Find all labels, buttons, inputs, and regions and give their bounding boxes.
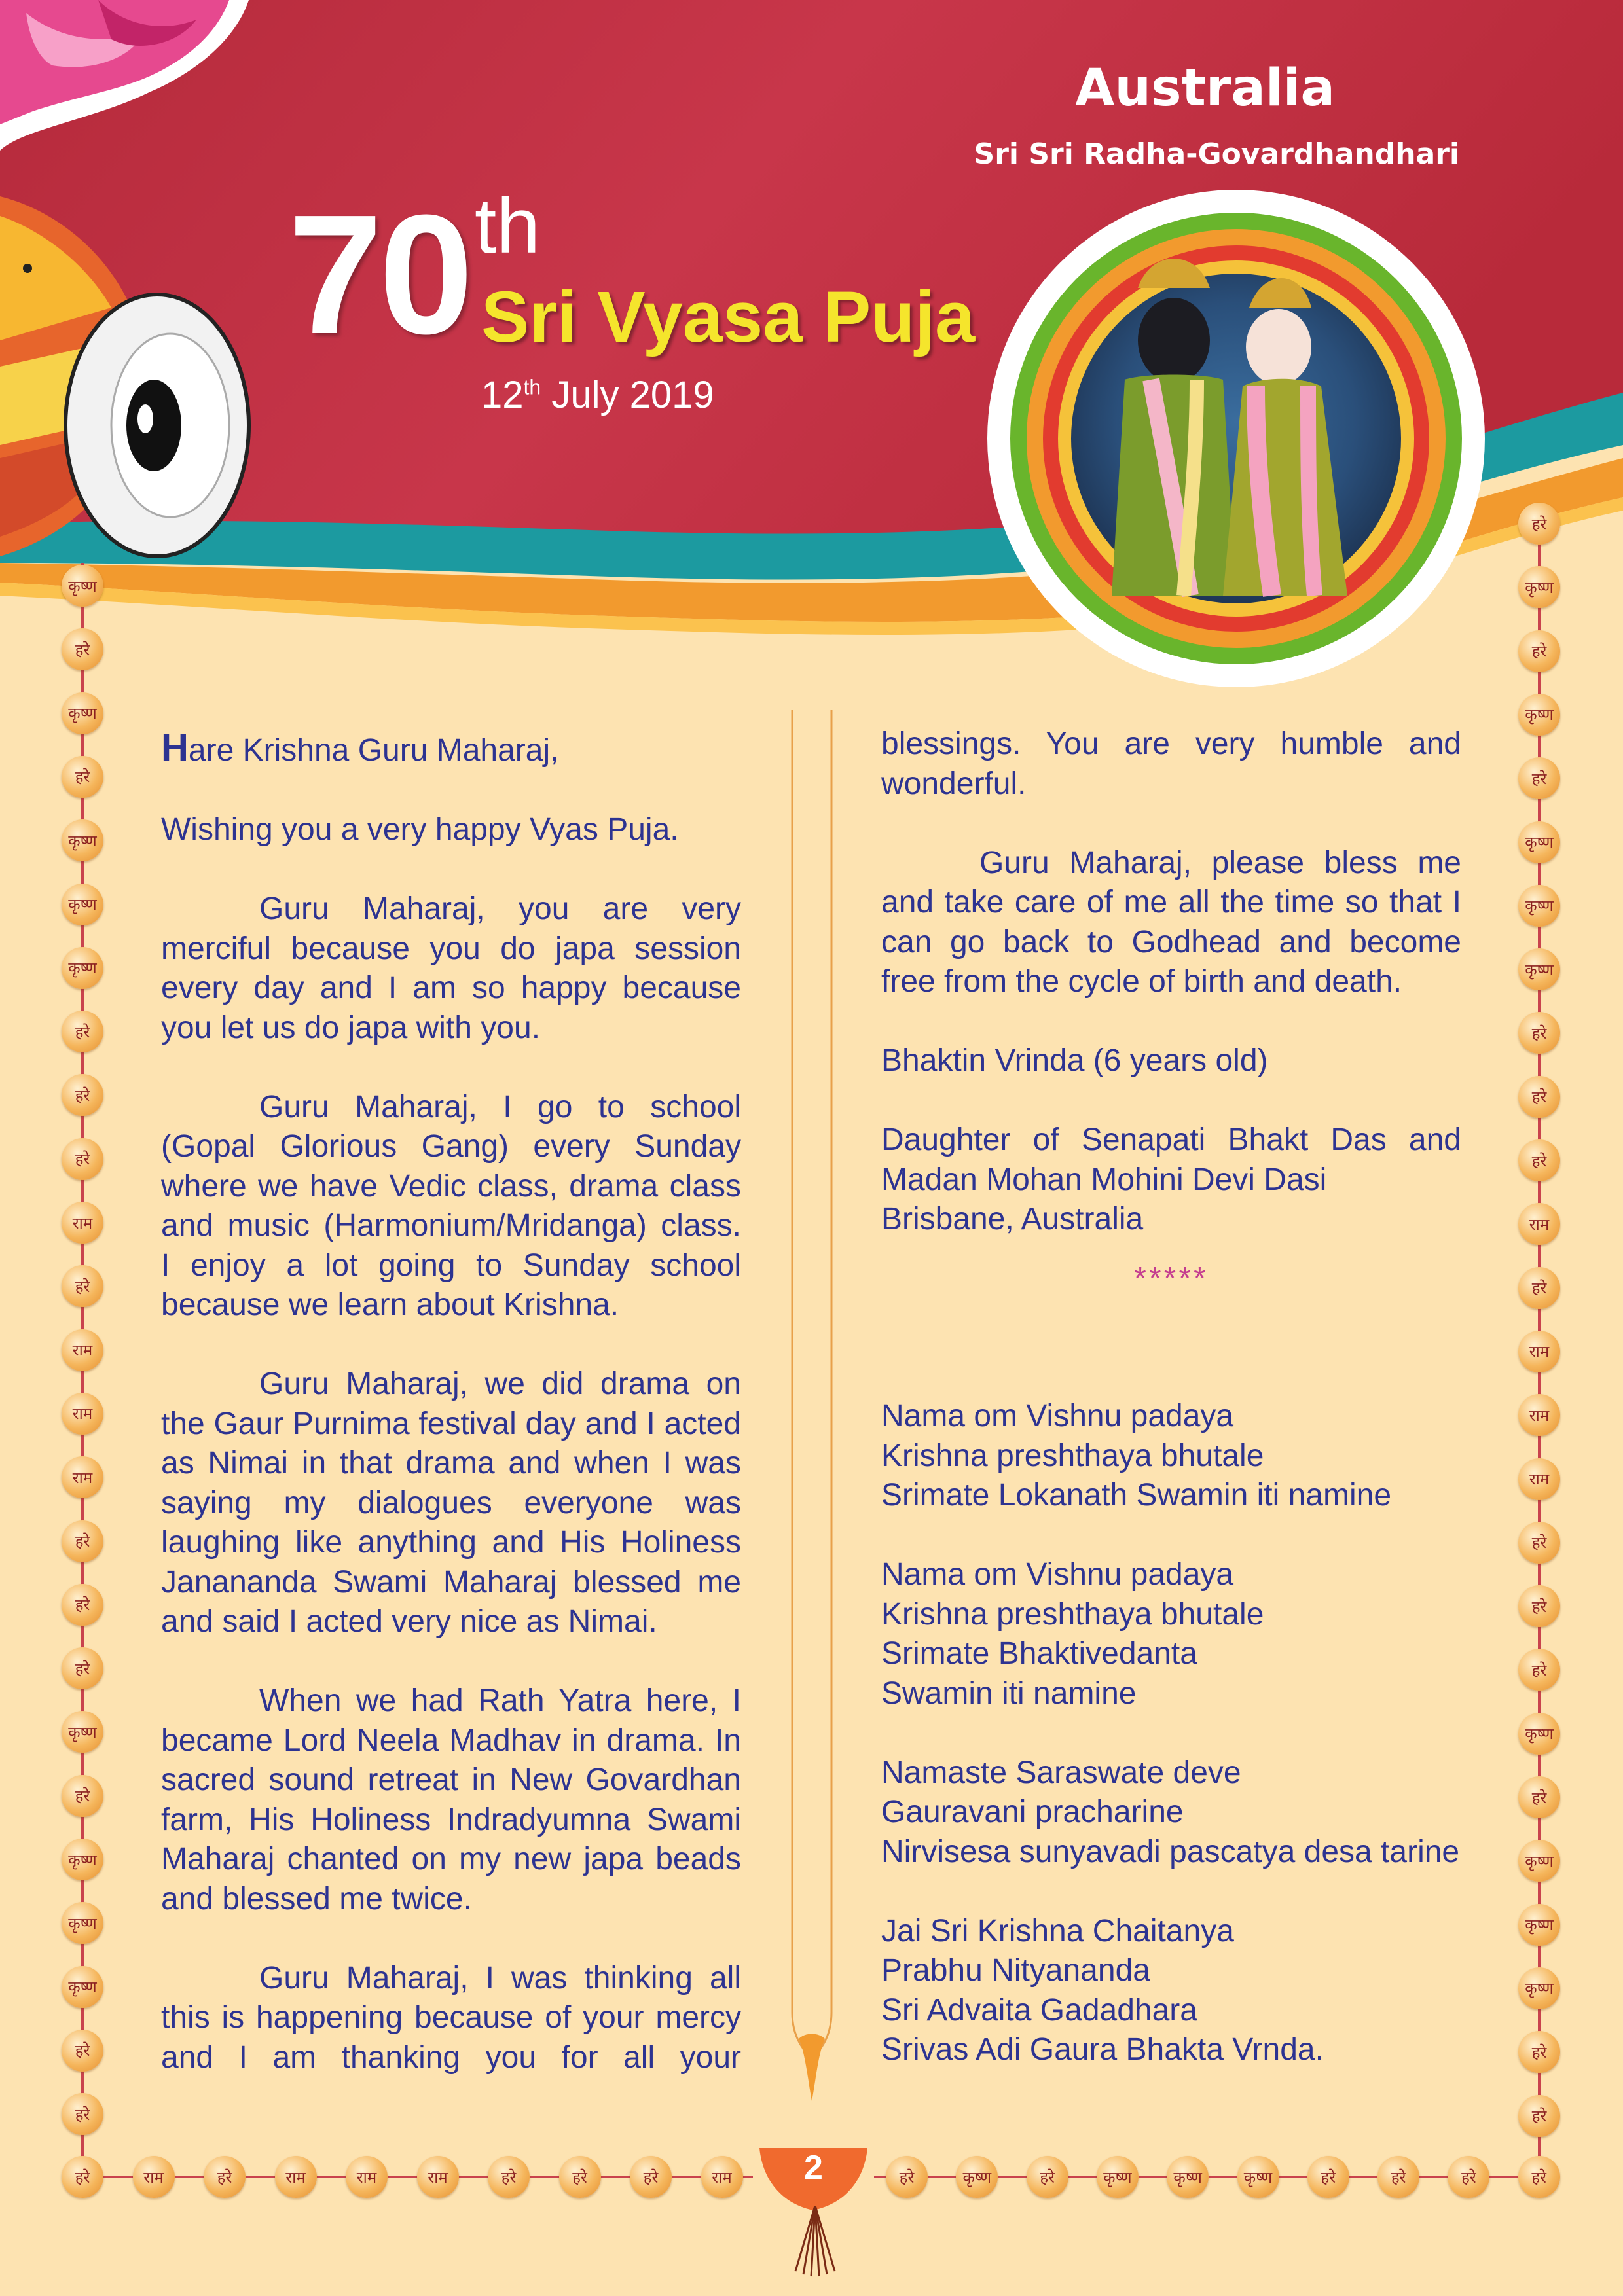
mantra-bead: हरे [62, 1074, 103, 1116]
page-number: 2 [804, 2149, 823, 2187]
paragraph-5: Guru Maharaj, I was thinking all this is happening because of your mercy and I am thanking you for all your [161, 1960, 741, 2075]
mantra-bead: हरे [1518, 1776, 1560, 1818]
mantra-bead: राम [62, 1329, 103, 1371]
mantra-bead: कृष्ण [1518, 1713, 1560, 1755]
mantra-bead: राम [1518, 1458, 1560, 1500]
mantra-bead: हरे [62, 2093, 103, 2135]
mantra-bead: हरे [1518, 1522, 1560, 1564]
mantra-bead: राम [1518, 1394, 1560, 1436]
mantra-bead: कृष्ण [1518, 1967, 1560, 2009]
mantra-bead: राम [62, 1456, 103, 1498]
mantra-bead: कृष्ण [956, 2156, 998, 2198]
mantra-bead: कृष्ण [62, 1839, 103, 1880]
mantra-bead: कृष्ण [62, 884, 103, 925]
deity-photo [987, 190, 1485, 687]
mantra-bead: हरे [204, 2156, 246, 2198]
greeting-initial: H [161, 726, 189, 769]
mantra-bead: कृष्ण [1097, 2156, 1139, 2198]
prayer-line: Srimate Lokanath Swamin iti namine [881, 1478, 1392, 1513]
parents-line-2: Madan Mohan Mohini Devi Dasi [881, 1162, 1327, 1197]
anniversary-number: 70 [288, 180, 470, 370]
mantra-bead: हरे [62, 1265, 103, 1307]
date-rest: July 2019 [551, 374, 714, 416]
mantra-bead: राम [62, 1202, 103, 1244]
column-divider [779, 710, 845, 2104]
mantra-bead: कृष्ण [1518, 821, 1560, 863]
prayer-line: Swamin iti namine [881, 1676, 1137, 1711]
mantra-bead: हरे [1448, 2156, 1489, 2198]
mantra-bead: हरे [559, 2156, 601, 2198]
mantra-bead: हरे [1518, 757, 1560, 799]
mantra-bead: हरे [62, 2156, 103, 2198]
mantra-bead: कृष्ण [1518, 566, 1560, 608]
mantra-bead: हरे [62, 1520, 103, 1562]
mantra-bead: हरे [1518, 1267, 1560, 1309]
mantra-bead: हरे [1518, 2095, 1560, 2137]
letter-left-column [161, 728, 741, 2077]
mantra-bead: राम [1518, 1203, 1560, 1245]
prayer-line: Nama om Vishnu padaya [881, 1399, 1234, 1433]
mantra-bead: हरे [630, 2156, 672, 2198]
mantra-bead: राम [275, 2156, 317, 2198]
signature: Bhaktin Vrinda (6 years old) [881, 1043, 1268, 1078]
mantra-bead: हरे [62, 1775, 103, 1817]
prayer-line: Srimate Bhaktivedanta [881, 1636, 1197, 1671]
prayer-line: Nirvisesa sunyavadi pascatya desa tarine [881, 1834, 1460, 1869]
mantra-bead: हरे [62, 1138, 103, 1180]
mantra-bead: हरे [1518, 1649, 1560, 1691]
mantra-bead: कृष्ण [1518, 1840, 1560, 1882]
mantra-bead: कृष्ण [62, 947, 103, 989]
mantra-bead: कृष्ण [62, 1902, 103, 1944]
mantra-bead: राम [701, 2156, 743, 2198]
location: Brisbane, Australia [881, 1202, 1144, 1236]
paragraph-2: Guru Maharaj, I go to school (Gopal Glorious Gang) every Sunday where we have Vedic class, drama class and music (Harmonium/Mridanga) class. I enjoy a lot going to Sunday school because we learn about Krishna. [161, 1089, 741, 1322]
prayer-line: Krishna preshthaya bhutale [881, 1596, 1264, 1632]
mantra-bead: कृष्ण [1237, 2156, 1279, 2198]
mantra-bead: हरे [886, 2156, 928, 2198]
mantra-bead: हरे [62, 1647, 103, 1689]
letter-right-column [881, 725, 1461, 2070]
mantra-bead: हरे [1518, 1076, 1560, 1118]
greeting-rest: are Krishna Guru Maharaj, [188, 733, 559, 768]
mantra-bead: कृष्ण [62, 565, 103, 607]
prayer-line: Krishna preshthaya bhutale [881, 1438, 1264, 1473]
mantra-bead: राम [1518, 1331, 1560, 1372]
mantra-bead: कृष्ण [1518, 694, 1560, 736]
paragraph-4: When we had Rath Yatra here, I became Lord Neela Madhav in drama. In sacred sound retreat in New Govardhan farm, His Holiness Indradyumna Swami Maharaj chanted on my new japa beads and blessed me twice. [161, 1683, 741, 1916]
mantra-bead: राम [133, 2156, 175, 2198]
prayer-line: Jai Sri Krishna Chaitanya [881, 1913, 1234, 1948]
prayer-line: Srivas Adi Gaura Bhakta Vrnda. [881, 2032, 1324, 2067]
mantra-bead: हरे [1377, 2156, 1419, 2198]
mantra-bead: कृष्ण [62, 692, 103, 734]
mantra-bead: हरे [488, 2156, 530, 2198]
prayer-block [881, 1397, 1461, 2070]
date-day: 12 [481, 374, 524, 416]
greeting [161, 728, 741, 771]
mantra-bead: राम [62, 1393, 103, 1435]
mantra-bead: कृष्ण [62, 1711, 103, 1753]
parents-line-1: Daughter of Senapati Bhakt Das and [881, 1122, 1461, 1157]
tassel-icon [789, 2206, 841, 2278]
mantra-bead: कृष्ण [62, 1966, 103, 2008]
prayer-line: Prabhu Nityananda [881, 1953, 1150, 1988]
deity-name: Sri Sri Radha-Govardhandhari [974, 137, 1459, 171]
mantra-bead: राम [346, 2156, 388, 2198]
paragraph-6: Guru Maharaj, please bless me and take care of me all the time so that I can go back to Godhead and become free from the cycle of birth and death. [881, 845, 1461, 999]
mantra-bead: हरे [62, 1584, 103, 1626]
mantra-bead: हरे [1518, 1585, 1560, 1627]
mantra-bead: कृष्ण [62, 819, 103, 861]
mantra-bead: हरे [62, 628, 103, 670]
wish-line: Wishing you a very happy Vyas Puja. [161, 812, 679, 847]
anniversary-suffix: th [475, 182, 541, 270]
event-date [481, 376, 714, 414]
mantra-bead: हरे [1027, 2156, 1068, 2198]
mantra-bead: कृष्ण [1518, 948, 1560, 990]
mantra-bead: हरे [1518, 2156, 1560, 2198]
separator-stars: ***** [1134, 1261, 1209, 1296]
mantra-bead: हरे [1518, 630, 1560, 672]
paragraph-3: Guru Maharaj, we did drama on the Gaur Purnima festival day and I acted as Nimai in that drama and when I was saying my dialogues everyone was laughing like anything and His Holiness Janananda Swami Maharaj blessed me and said I acted very nice as Nimai. [161, 1367, 741, 1639]
mantra-bead: राम [417, 2156, 459, 2198]
prayer-line: Sri Advaita Gadadhara [881, 1992, 1197, 2028]
mantra-bead: हरे [62, 1011, 103, 1052]
mantra-bead: कृष्ण [1167, 2156, 1209, 2198]
mantra-bead: हरे [1518, 2031, 1560, 2073]
paragraph-1: Guru Maharaj, you are very merciful because you do japa session every day and I am so happy because you let us do japa with you. [161, 891, 741, 1045]
prayer-line: Nama om Vishnu padaya [881, 1557, 1234, 1592]
paragraph-5-continued: blessings. You are very humble and wonderful. [881, 726, 1461, 801]
mantra-bead: हरे [62, 756, 103, 798]
mantra-bead: हरे [1518, 503, 1560, 545]
header-banner [0, 0, 1623, 720]
date-suffix: th [523, 375, 541, 399]
prayer-line: Namaste Saraswate deve [881, 1755, 1241, 1790]
country-title: Australia [1075, 59, 1335, 118]
prayer-line: Gauravani pracharine [881, 1795, 1184, 1829]
mantra-bead: कृष्ण [1518, 885, 1560, 927]
mantra-bead: हरे [1518, 1012, 1560, 1054]
event-title: Sri Vyasa Puja [481, 277, 976, 357]
mantra-bead: हरे [62, 2030, 103, 2072]
mantra-bead: हरे [1518, 1139, 1560, 1181]
mantra-bead: हरे [1307, 2156, 1349, 2198]
mantra-bead: कृष्ण [1518, 1904, 1560, 1946]
